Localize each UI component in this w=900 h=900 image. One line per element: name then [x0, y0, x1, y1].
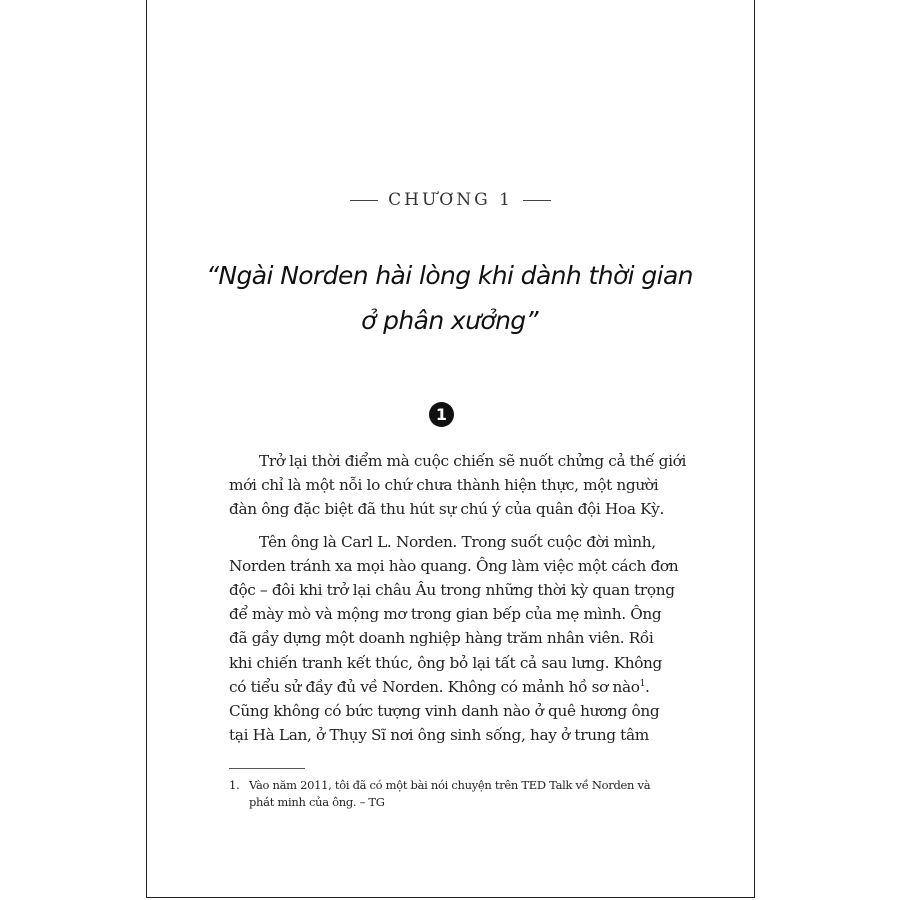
- body-text: [229, 449, 687, 747]
- chapter-title-line-1: “Ngài Norden hài lòng khi dành thời gian: [206, 261, 693, 290]
- section-number-badge: 1: [429, 402, 454, 427]
- body-line: đã gầy dựng một doanh nghiệp hàng trăm nhân viên. Rồi: [229, 629, 654, 648]
- body-line: khi chiến tranh kết thúc, ông bỏ lại tất cả sau lưng. Không: [229, 653, 662, 672]
- footnote-line-1: [229, 777, 674, 794]
- chapter-title: [177, 253, 722, 343]
- chapter-heading: [147, 190, 754, 210]
- footnote-number: 1.: [229, 778, 240, 792]
- body-line: Cũng không có bức tượng vinh danh nào ở quê hương ông: [229, 701, 660, 720]
- chapter-dash-right: [523, 200, 551, 201]
- chapter-label: CHƯƠNG 1: [388, 190, 513, 210]
- body-line: Trở lại thời điểm mà cuộc chiến sẽ nuốt chửng cả thế giới: [259, 452, 687, 470]
- body-line: đàn ông đặc biệt đã thu hút sự chú ý của quân đội Hoa Kỳ.: [229, 500, 664, 519]
- chapter-title-line-2: ở phân xưởng”: [361, 306, 538, 335]
- body-line: để mày mò và mộng mơ trong gian bếp của mẹ mình. Ông: [229, 605, 662, 624]
- body-line: có tiểu sử đầy đủ về Norden. Không có mảnh hồ sơ nào$^1$.: [229, 677, 650, 696]
- footnote-divider: [229, 768, 305, 769]
- footnote-text-1: Vào năm 2011, tôi đã có một bài nói chuyện trên TED Talk về Norden và: [249, 778, 651, 792]
- body-line: mới chỉ là một nỗi lo chứ chưa thành hiện thực, một người: [229, 476, 659, 495]
- body-line: tại Hà Lan, ở Thụy Sĩ nơi ông sinh sống, hay ở trung tâm: [229, 726, 649, 745]
- footnote: [229, 777, 674, 811]
- chapter-dash-left: [350, 200, 378, 201]
- body-line: Norden tránh xa mọi hào quang. Ông làm việc một cách đơn: [229, 556, 679, 575]
- book-page: [146, 0, 755, 898]
- footnote-reference[interactable]: 1: [639, 678, 645, 689]
- body-line: độc – đôi khi trở lại châu Âu trong những thời kỳ quan trọng: [229, 580, 675, 599]
- body-line-text: có tiểu sử đầy đủ về Norden. Không có mảnh hồ sơ nào: [229, 677, 640, 696]
- body-line: Tên ông là Carl L. Norden. Trong suốt cuộc đời mình,: [259, 532, 656, 551]
- footnote-text-2: phát minh của ông. – TG: [249, 795, 385, 809]
